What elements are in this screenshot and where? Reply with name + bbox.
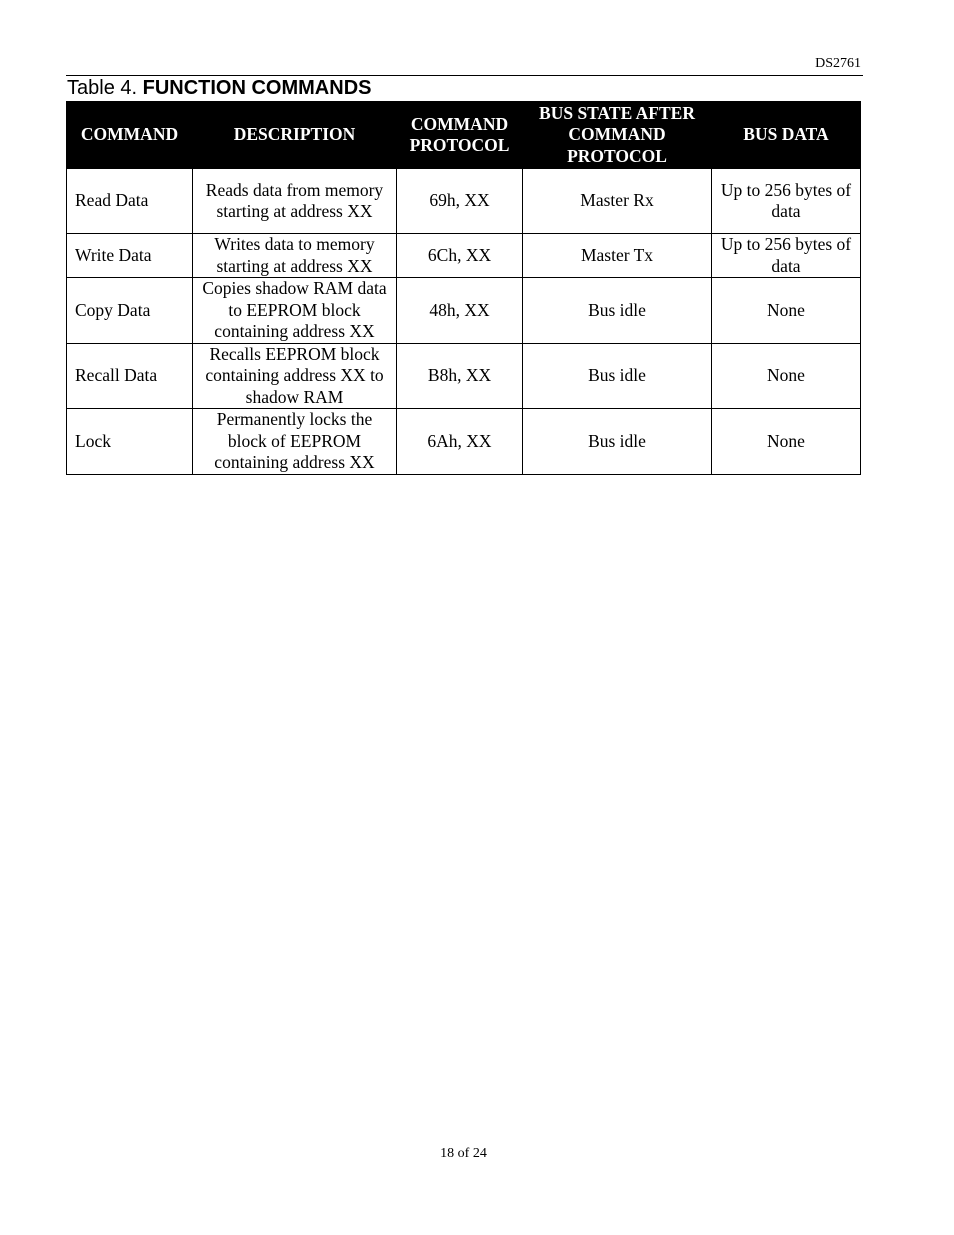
- cell-description: Recalls EEPROM block containing address XX to shadow RAM: [193, 343, 397, 409]
- cell-bus-state: Bus idle: [523, 278, 712, 344]
- cell-bus-state: Master Rx: [523, 169, 712, 234]
- cell-description: Permanently locks the block of EEPROM containing address XX: [193, 409, 397, 475]
- table-row: [67, 343, 861, 409]
- cell-protocol: B8h, XX: [397, 343, 523, 409]
- function-commands-table: [66, 101, 861, 475]
- table-header-row: [67, 102, 861, 169]
- cell-command: Copy Data: [67, 278, 193, 344]
- cell-bus-data: Up to 256 bytes of data: [712, 169, 861, 234]
- header-description: DESCRIPTION: [193, 102, 397, 169]
- table-row: [67, 278, 861, 344]
- cell-bus-data: None: [712, 409, 861, 475]
- cell-command: Write Data: [67, 234, 193, 278]
- table-caption-prefix: Table 4.: [67, 77, 143, 99]
- cell-command: Read Data: [67, 169, 193, 234]
- cell-protocol: 48h, XX: [397, 278, 523, 344]
- cell-protocol: 6Ah, XX: [397, 409, 523, 475]
- cell-bus-data: None: [712, 278, 861, 344]
- cell-command: Lock: [67, 409, 193, 475]
- document-id: DS2761: [815, 56, 861, 71]
- header-bus-data: BUS DATA: [712, 102, 861, 169]
- cell-description: Writes data to memory starting at address XX: [193, 234, 397, 278]
- header-bus-state: BUS STATE AFTER COMMAND PROTOCOL: [523, 102, 712, 169]
- table-caption: [67, 76, 371, 100]
- cell-description: Reads data from memory starting at address XX: [193, 169, 397, 234]
- table-row: [67, 409, 861, 475]
- cell-protocol: 6Ch, XX: [397, 234, 523, 278]
- cell-bus-state: Bus idle: [523, 409, 712, 475]
- cell-bus-state: Master Tx: [523, 234, 712, 278]
- header-command-protocol: COMMAND PROTOCOL: [397, 102, 523, 169]
- cell-command: Recall Data: [67, 343, 193, 409]
- table-caption-title: FUNCTION COMMANDS: [142, 77, 372, 99]
- table-row: [67, 169, 861, 234]
- cell-bus-data: Up to 256 bytes of data: [712, 234, 861, 278]
- cell-description: Copies shadow RAM data to EEPROM block containing address XX: [193, 278, 397, 344]
- cell-bus-data: None: [712, 343, 861, 409]
- page-number: 18 of 24: [440, 1146, 487, 1161]
- header-command: COMMAND: [67, 102, 193, 169]
- cell-bus-state: Bus idle: [523, 343, 712, 409]
- table-row: [67, 234, 861, 278]
- cell-protocol: 69h, XX: [397, 169, 523, 234]
